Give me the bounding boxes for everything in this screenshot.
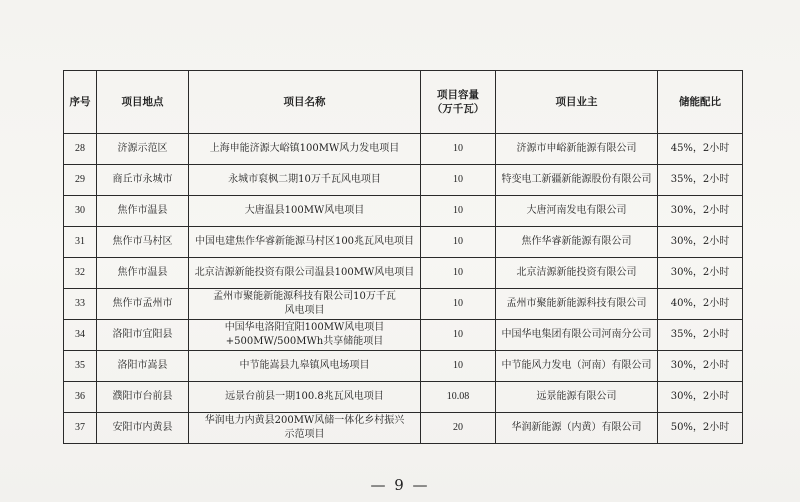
cell-owner: 中国华电集团有限公司河南分公司 (496, 320, 658, 351)
cell-location: 焦作市温县 (97, 196, 189, 227)
cell-owner: 特变电工新疆新能源股份有限公司 (496, 165, 658, 196)
cell-project-name: 中节能嵩县九皋镇风电场项目 (189, 351, 421, 382)
cell-storage-ratio: 45%，2小时 (658, 134, 743, 165)
cell-storage-ratio: 40%，2小时 (658, 289, 743, 320)
cell-project-name: 孟州市聚能新能源科技有限公司10万千瓦 风电项目 (189, 289, 421, 320)
cell-project-name: 北京洁源新能投资有限公司温县100MW风电项目 (189, 258, 421, 289)
cell-location: 焦作市温县 (97, 258, 189, 289)
table-row (64, 134, 743, 165)
cell-capacity: 20 (421, 413, 496, 444)
cell-project-name: 华润电力内黄县200MW风储一体化乡村振兴 示范项目 (189, 413, 421, 444)
cell-storage-ratio: 35%，2小时 (658, 165, 743, 196)
cell-location: 济源示范区 (97, 134, 189, 165)
cell-owner: 华润新能源（内黄）有限公司 (496, 413, 658, 444)
cell-owner: 中节能风力发电（河南）有限公司 (496, 351, 658, 382)
table-row (64, 227, 743, 258)
cell-location: 洛阳市宜阳县 (97, 320, 189, 351)
cell-no: 28 (64, 134, 97, 165)
cell-no: 37 (64, 413, 97, 444)
cell-no: 35 (64, 351, 97, 382)
cell-owner: 远景能源有限公司 (496, 382, 658, 413)
table-row (64, 289, 743, 320)
cell-capacity: 10 (421, 351, 496, 382)
cell-owner: 大唐河南发电有限公司 (496, 196, 658, 227)
cell-no: 36 (64, 382, 97, 413)
cell-project-name: 上海申能济源大峪镇100MW风力发电项目 (189, 134, 421, 165)
cell-no: 29 (64, 165, 97, 196)
cell-storage-ratio: 30%，2小时 (658, 227, 743, 258)
cell-no: 33 (64, 289, 97, 320)
table-row (64, 258, 743, 289)
cell-storage-ratio: 30%，2小时 (658, 382, 743, 413)
table-body (64, 134, 743, 444)
cell-no: 31 (64, 227, 97, 258)
cell-storage-ratio: 35%，2小时 (658, 320, 743, 351)
table-row (64, 413, 743, 444)
cell-owner: 孟州市聚能新能源科技有限公司 (496, 289, 658, 320)
table-row (64, 382, 743, 413)
cell-capacity: 10 (421, 134, 496, 165)
cell-location: 焦作市孟州市 (97, 289, 189, 320)
cell-storage-ratio: 30%，2小时 (658, 258, 743, 289)
header-no: 序号 (64, 71, 97, 134)
cell-owner: 北京洁源新能投资有限公司 (496, 258, 658, 289)
cell-storage-ratio: 30%，2小时 (658, 196, 743, 227)
cell-location: 洛阳市嵩县 (97, 351, 189, 382)
header-name: 项目名称 (189, 71, 421, 134)
header-capacity: 项目容量 （万千瓦） (421, 71, 496, 134)
page-number: — 9 — (370, 476, 430, 494)
cell-capacity: 10 (421, 320, 496, 351)
cell-project-name: 远景台前县一期100.8兆瓦风电项目 (189, 382, 421, 413)
project-table (63, 70, 743, 444)
table-row (64, 165, 743, 196)
cell-capacity: 10 (421, 289, 496, 320)
cell-capacity: 10.08 (421, 382, 496, 413)
cell-project-name: 永城市裒枫二期10万千瓦风电项目 (189, 165, 421, 196)
header-ratio: 储能配比 (658, 71, 743, 134)
cell-capacity: 10 (421, 196, 496, 227)
cell-storage-ratio: 30%，2小时 (658, 351, 743, 382)
cell-project-name: 大唐温县100MW风电项目 (189, 196, 421, 227)
cell-capacity: 10 (421, 165, 496, 196)
cell-no: 32 (64, 258, 97, 289)
header-owner: 项目业主 (496, 71, 658, 134)
table-row (64, 320, 743, 351)
cell-project-name: 中国华电洛阳宜阳100MW风电项目 +500MW/500MWh共享储能项目 (189, 320, 421, 351)
cell-capacity: 10 (421, 227, 496, 258)
cell-owner: 济源市申峪新能源有限公司 (496, 134, 658, 165)
cell-location: 焦作市马村区 (97, 227, 189, 258)
cell-storage-ratio: 50%，2小时 (658, 413, 743, 444)
cell-location: 濮阳市台前县 (97, 382, 189, 413)
cell-project-name: 中国电建焦作华睿新能源马村区100兆瓦风电项目 (189, 227, 421, 258)
cell-location: 商丘市永城市 (97, 165, 189, 196)
table-row (64, 196, 743, 227)
cell-no: 34 (64, 320, 97, 351)
header-location: 项目地点 (97, 71, 189, 134)
cell-location: 安阳市内黄县 (97, 413, 189, 444)
table-row (64, 351, 743, 382)
cell-capacity: 10 (421, 258, 496, 289)
cell-owner: 焦作华睿新能源有限公司 (496, 227, 658, 258)
cell-no: 30 (64, 196, 97, 227)
table-header-row (64, 71, 743, 134)
